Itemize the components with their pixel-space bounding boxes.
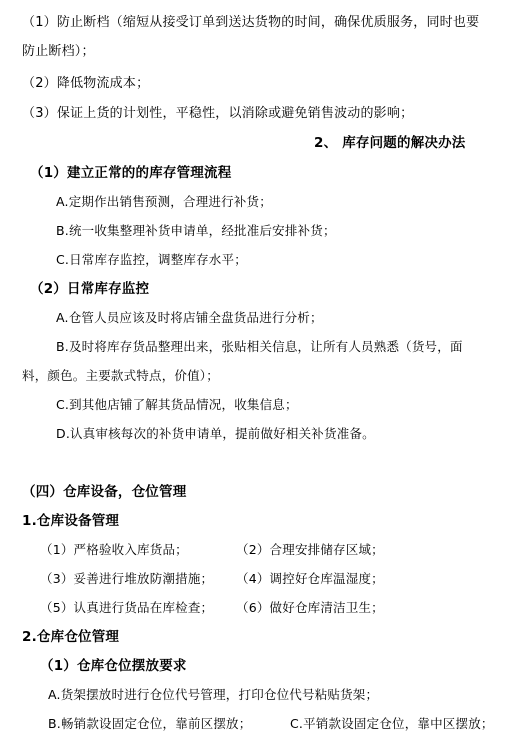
monitoring-item-b-continuation: 料，颜色。主要款式特点，价值）； bbox=[22, 368, 219, 383]
equipment-item-5: （5）认真进行货品在库检查； bbox=[40, 600, 214, 615]
section-heading-warehouse: （四）仓库设备，仓位管理 bbox=[22, 484, 187, 500]
monitoring-item-a: A.仓管人员应该及时将店铺全盘货品进行分析； bbox=[56, 310, 323, 325]
equipment-item-1: （1）严格验收入库货品； bbox=[40, 542, 188, 557]
subheading-placement-requirements: （1）仓库仓位摆放要求 bbox=[40, 658, 187, 674]
placement-item-c: C.平销款设固定仓位，靠中区摆放； bbox=[290, 716, 494, 731]
placement-item-b: B.畅销款设固定仓位，靠前区摆放； bbox=[48, 716, 252, 731]
subheading-equipment-management: 1.仓库设备管理 bbox=[22, 513, 120, 529]
placement-item-a: A.货架摆放时进行仓位代号管理，打印仓位代号粘贴货架； bbox=[48, 687, 379, 702]
monitoring-item-b: B.及时将库存货品整理出来，张贴相关信息，让所有人员熟悉（货号，面 bbox=[56, 339, 463, 354]
monitoring-item-c: C.到其他店铺了解其货品情况，收集信息； bbox=[56, 397, 298, 412]
process-item-b: B.统一收集整理补货申请单，经批准后安排补货； bbox=[56, 223, 336, 238]
process-item-a: A.定期作出销售预测，合理进行补货； bbox=[56, 194, 272, 209]
equipment-item-4: （4）调控好仓库温湿度； bbox=[236, 571, 384, 586]
equipment-item-6: （6）做好仓库清洁卫生； bbox=[236, 600, 384, 615]
item-1-continuation: 防止断档）； bbox=[22, 44, 95, 59]
item-3-text: （3）保证上货的计划性，平稳性，以消除或避免销售波动的影响； bbox=[22, 106, 414, 121]
process-item-c: C.日常库存监控，调整库存水平； bbox=[56, 252, 247, 267]
equipment-item-2: （2）合理安排储存区域； bbox=[236, 542, 384, 557]
subheading-location-management: 2.仓库仓位管理 bbox=[22, 629, 120, 645]
subheading-normal-process: （1）建立正常的的库存管理流程 bbox=[30, 165, 232, 181]
subheading-daily-monitoring: （2）日常库存监控 bbox=[30, 281, 150, 297]
section-heading-inventory-solutions: 2、 库存问题的解决办法 bbox=[314, 135, 466, 151]
monitoring-item-d: D.认真审核每次的补货申请单，提前做好相关补货准备。 bbox=[56, 426, 375, 441]
item-1-text: （1）防止断档（缩短从接受订单到送达货物的时间，确保优质服务，同时也要 bbox=[22, 15, 480, 30]
item-2-text: （2）降低物流成本； bbox=[22, 76, 150, 91]
equipment-item-3: （3）妥善进行堆放防潮措施； bbox=[40, 571, 214, 586]
